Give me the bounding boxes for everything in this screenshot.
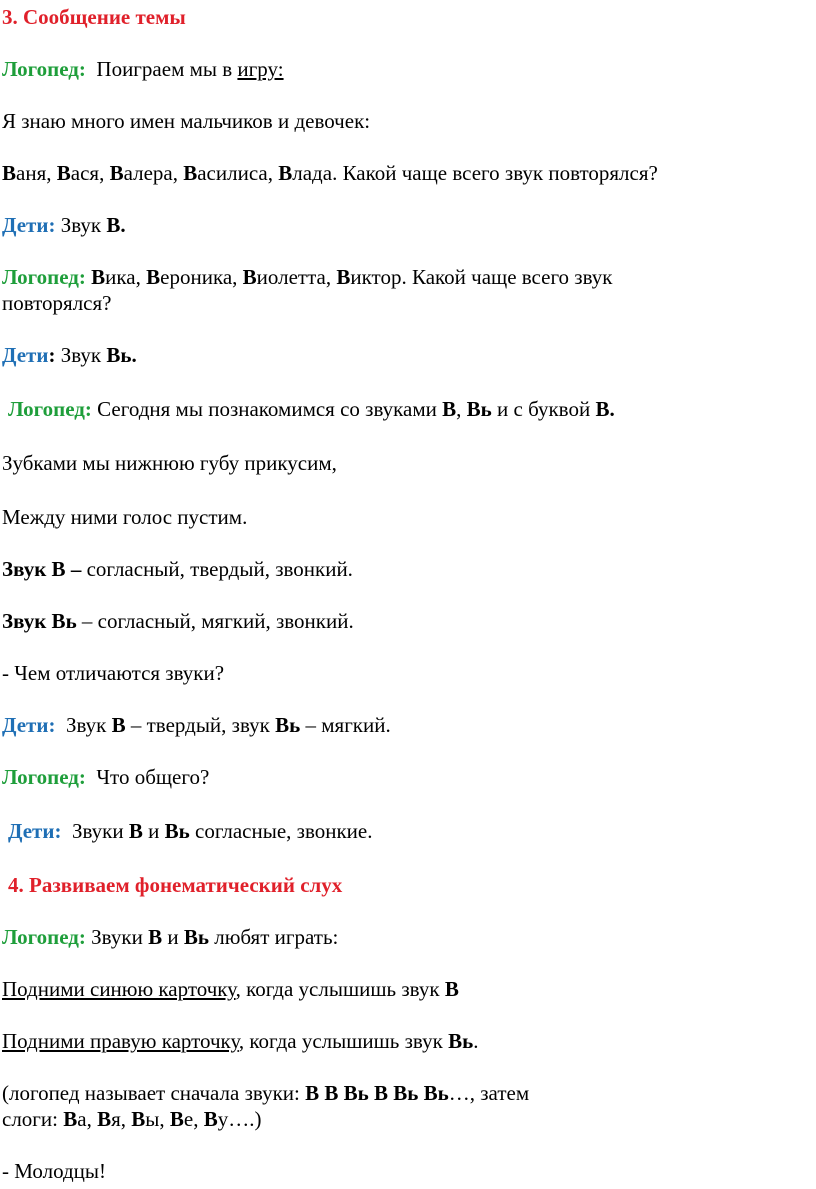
speaker-logoped: Логопед: [8,397,92,421]
paragraph-text: Сегодня мы познакомимся со звуками [91,397,443,421]
paragraph-text: и [162,925,184,949]
paragraph-text: - Чем отличаются звуки? [2,661,225,685]
separator: , [193,1107,204,1131]
paragraph-text: и с буквой [491,397,596,421]
bold-letter: В [278,161,293,185]
speaker-logoped: Логопед: [2,765,86,789]
section-3-heading [2,4,186,30]
paragraph-text: – твердый, звук [125,713,276,737]
speaker-children: Дети: [8,819,62,843]
paragraph-children-answer-v [2,212,126,238]
bold-text: Вь. [106,343,137,367]
bold-text: В [128,819,143,843]
paragraph-text: слоги: [2,1107,64,1131]
section-4-heading [8,872,342,898]
bold-text: Звук Вь [2,609,77,633]
paragraph-text: …, затем [448,1081,530,1105]
heading-text: 3. Сообщение темы [2,5,186,29]
bold-letter: В [56,161,71,185]
paragraph-children-common [8,818,372,844]
paragraph-text: - Молодцы! [2,1159,107,1183]
paragraph-text: согласные, звонкие. [189,819,373,843]
syllable-part: а [77,1107,87,1131]
speaker-logoped: Логопед: [2,925,86,949]
underlined-text: Подними синюю карточку [2,977,236,1001]
speaker-logoped: Логопед: [2,57,86,81]
bold-letter: В [109,161,124,185]
name-part: асилиса [197,161,268,185]
poem-text: Зубками мы нижнюю губу прикусим, [2,451,337,475]
bold-text: В В Вь В Вь Вь [305,1081,449,1105]
speaker-children: Дети [2,343,49,367]
bold-letter: В [203,1107,218,1131]
separator: , [86,1107,98,1131]
paragraph-sound-v [2,556,353,582]
bold-text: В. [106,213,126,237]
bold-text: В [111,713,126,737]
name-part: иолетта [256,265,326,289]
syllable-part: ы [145,1107,160,1131]
paragraph-sound-vj [2,608,354,634]
question-text: повторялся? [2,291,112,315]
bold-letter: В [131,1107,146,1131]
paragraph-poem-line-1 [2,450,337,476]
underlined-text: игру: [237,57,284,81]
name-part: лада [292,161,333,185]
bold-letter: В [242,265,257,289]
name-part: аня [16,161,47,185]
paragraph-text: любят играть: [208,925,339,949]
bold-letter: В [169,1107,184,1131]
paragraph-play-game [2,56,284,82]
poem-text: Между ними голос пустим. [2,505,248,529]
bold-text: Вь [466,397,492,421]
paragraph-text: Звук [55,713,112,737]
bold-text: Вь [448,1029,474,1053]
separator: , [120,1107,132,1131]
paragraph-children-diff [2,712,391,738]
paragraph-text: Звук [55,213,107,237]
name-part: иктор [350,265,402,289]
paragraph-sounds-list [2,1080,529,1106]
speaker-children: Дети: [2,713,56,737]
paragraph-text: – согласный, мягкий, звонкий. [76,609,354,633]
syllable-part: е [183,1107,194,1131]
speaker-logoped: Логопед: [2,265,86,289]
paragraph-text: Звуки [85,925,149,949]
paragraph-text: согласный, твердый, звонкий. [81,557,353,581]
bold-letter: В [2,161,17,185]
paragraph-topic [8,396,615,422]
paragraph-praise [2,1158,106,1184]
bold-text: Вь [164,819,190,843]
bold-letter: В [336,265,351,289]
paragraph-text: , когда услышишь звук [235,977,445,1001]
bold-letter: В [146,265,161,289]
question-text: . Какой чаще всего звук повторялся? [332,161,658,185]
bold-text: В [442,397,457,421]
bold-letter: В [63,1107,78,1131]
bold-text: Вь [183,925,209,949]
paragraph-names-soft: Логопед: Вика, Вероника, Виолетта, Виктор. Какой чаще всего звук [2,265,613,289]
paragraph-text: Звук [55,343,107,367]
paragraph-names-intro [2,108,370,134]
paragraph-text: ….) [228,1107,262,1131]
separator: , [159,1107,170,1131]
question-text: . Какой чаще всего звук [401,265,613,289]
paragraph-common [2,764,209,790]
name-part: ероника [160,265,233,289]
paragraph-text: , когда услышишь звук [238,1029,449,1053]
paragraph-right-card [2,1028,478,1054]
paragraph-sounds-play [2,924,338,950]
separator: , [456,397,467,421]
paragraph-syllables-list [2,1106,262,1132]
paragraph-question-diff [2,660,224,686]
paragraph-text: и [142,819,165,843]
paragraph-poem-line-2 [2,504,247,530]
bold-letter: В [183,161,198,185]
paragraph-blue-card [2,976,459,1002]
name-part: ася [70,161,100,185]
bold-text: Вь [275,713,301,737]
syllable-part: у [217,1107,229,1131]
paragraph-text: Что общего? [85,765,210,789]
bold-text: В. [595,397,615,421]
paragraph-text: Поиграем мы в [96,57,238,81]
speaker-colon: : [48,343,56,367]
paragraph-names-soft-cont [2,290,111,316]
paragraph-names-hard: Ваня, Вася, Валера, Василиса, Влада. Какой чаще всего звук повторялся? [2,161,658,185]
heading-text: 4. Развиваем фонематический слух [8,873,343,897]
paragraph-text: (логопед называет сначала звуки: [2,1081,306,1105]
name-part: ика [105,265,136,289]
bold-text: В [444,977,459,1001]
paragraph-text: Я знаю много имен мальчиков и девочек: [2,109,371,133]
paragraph-text: Звуки [61,819,129,843]
paragraph-text: – мягкий. [300,713,391,737]
syllable-part: я [111,1107,121,1131]
speaker-children: Дети: [2,213,56,237]
bold-text: В [148,925,163,949]
name-part: алера [123,161,173,185]
paragraph-children-answer-vj [2,342,137,368]
bold-letter: В [91,265,106,289]
paragraph-text: . [473,1029,479,1053]
bold-letter: В [97,1107,112,1131]
bold-text: Звук В – [2,557,82,581]
underlined-text: Подними правую карточку [2,1029,239,1053]
